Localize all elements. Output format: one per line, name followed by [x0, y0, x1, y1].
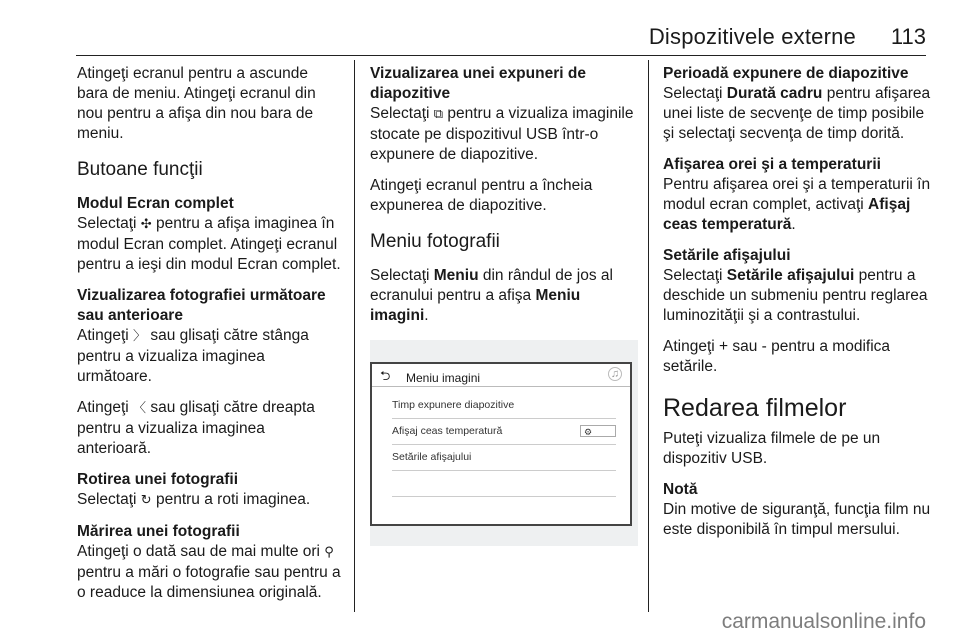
movie-paragraph: Puteţi vizualiza filmele de pe un dispozitiv USB. — [663, 430, 881, 467]
note-text: Din motive de siguranţă, funcţia film nu este disponibilă în timpul mersului. — [663, 501, 931, 538]
menu-item-empty — [392, 471, 616, 497]
fullscreen-icon: ✣ — [140, 217, 152, 232]
display-title: Setările afişajului — [663, 247, 791, 264]
intro-paragraph: Atingeţi ecranul pentru a ascunde bara de meniu. Atingeţi ecranul din nou pentru a afişa din nou bara de meniu. — [77, 65, 316, 142]
toggle-icon[interactable]: ⚙ — [580, 425, 616, 437]
screenshot-figure — [370, 340, 638, 546]
rotate-title: Rotirea unei fotografii — [77, 471, 239, 488]
section-title-buttons: Butoane funcţii — [77, 159, 203, 180]
column-divider-1 — [354, 60, 355, 612]
zoom-icon: ⚲ — [324, 545, 334, 560]
note-label: Notă — [663, 481, 698, 498]
column-divider-2 — [648, 60, 649, 612]
slideshow-icon: ⧉ — [433, 107, 444, 122]
nav-title: Vizualizarea fotografiei următoare sau anterioare — [77, 287, 326, 324]
column-1 — [77, 64, 343, 614]
chapter-title: Dispozitivele externe — [648, 24, 856, 49]
photo-menu-paragraph: Selectaţi Meniu din rândul de jos al ecranului pentru a afişa Meniu imagini. — [370, 267, 613, 324]
section-title-movies: Redarea filmelor — [663, 394, 847, 422]
screen-header — [372, 364, 630, 387]
back-arrow-icon[interactable]: ⮌ — [380, 368, 391, 383]
slideshow-title: Vizualizarea unei expuneri de diapozitive — [370, 65, 586, 102]
period-title: Perioadă expunere de diapozitive — [663, 65, 909, 82]
column-3 — [663, 64, 931, 551]
slideshow-end-paragraph: Atingeţi ecranul pentru a încheia expunerea de diapozitive. — [370, 177, 593, 214]
note-block — [663, 480, 931, 540]
page-number: 113 — [890, 24, 926, 49]
column-2 — [370, 64, 638, 546]
music-note-icon[interactable]: ♫ — [608, 367, 622, 381]
clock-title: Afişarea orei şi a temperaturii — [663, 156, 881, 173]
period-paragraph: Perioadă expunere de diapozitive Selectaţi Durată cadru pentru afişarea unei liste de secvenţe de timp posibile şi selectaţi secvenţa de timp dorită. — [663, 65, 931, 142]
nav-paragraph: Vizualizarea fotografiei următoare sau anterioare Atingeţi 〉 sau glisaţi către stânga pentru a vizualiza imaginea următoare. — [77, 287, 326, 385]
rotate-icon: ↻ — [140, 493, 152, 508]
section-title-photo-menu: Meniu fotografii — [370, 231, 500, 252]
rotate-paragraph: Rotirea unei fotografii Selectaţi ↻ pentru a roti imaginea. — [77, 471, 311, 508]
screen-frame — [370, 362, 632, 526]
fullscreen-title: Modul Ecran complet — [77, 195, 234, 212]
display-adjust-paragraph: Atingeţi + sau - pentru a modifica setările. — [663, 338, 891, 375]
page-header — [0, 0, 960, 56]
menu-item-display-settings[interactable]: Setările afişajului — [392, 445, 616, 471]
zoom-title: Mărirea unei fotografii — [77, 523, 240, 540]
header-divider — [76, 55, 926, 56]
clock-paragraph: Afişarea orei şi a temperaturii Pentru afişarea orei şi a temperaturii în modul ecran complet, activaţi Afişaj ceas temperatură. — [663, 156, 931, 233]
chevron-right-icon: 〉 — [133, 329, 147, 344]
slideshow-paragraph: Vizualizarea unei expuneri de diapozitive Selectaţi ⧉ pentru a vizualiza imaginile stocate pe dispozitivul USB într-o expunere de diapozitive. — [370, 65, 634, 163]
screen-title: Meniu imagini — [406, 371, 481, 385]
display-paragraph: Setările afişajului Selectaţi Setările afişajului pentru a deschide un submeniu pentru reglarea luminozităţii şi a contrastului. — [663, 247, 928, 324]
menu-item-clock-temp[interactable]: Afişaj ceas temperatură ⚙ — [392, 419, 616, 445]
prev-paragraph: Atingeţi 〈 sau glisaţi către dreapta pentru a vizualiza imaginea anterioară. — [77, 399, 315, 457]
menu-item-slide-time[interactable]: Timp expunere diapozitive — [392, 393, 616, 419]
fullscreen-paragraph: Modul Ecran complet Selectaţi ✣ pentru a afişa imaginea în modul Ecran complet. Atingeţi ecranul pentru a ieşi din modul Ecran complet. — [77, 195, 341, 273]
zoom-paragraph: Mărirea unei fotografii Atingeţi o dată sau de mai multe ori ⚲ pentru a mări o fotografie sau pentru a o readuce la dimensiunea originală. — [77, 523, 341, 601]
chevron-left-icon: 〈 — [133, 401, 147, 416]
watermark: carmanualsonline.info — [721, 610, 926, 633]
